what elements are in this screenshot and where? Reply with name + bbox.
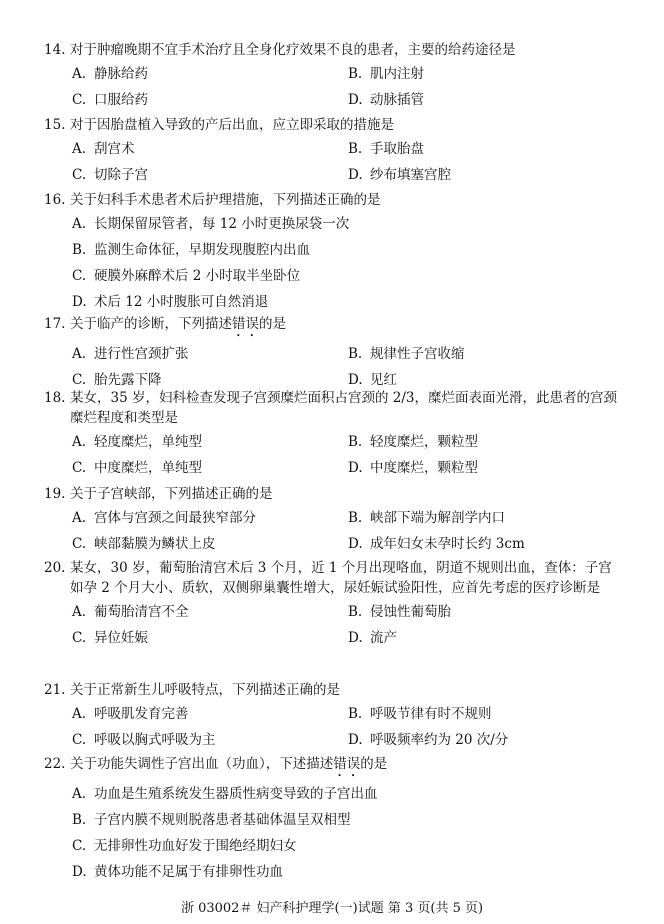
option-d: D. 中度糜烂，颗粒型 xyxy=(348,460,478,476)
option-b: B. 呼吸节律有时不规则 xyxy=(348,706,492,722)
emphasis-text: 错误 xyxy=(333,756,361,772)
option-b: B. 监测生命体征，早期发现腹腔内出血 xyxy=(72,242,310,258)
option-c: C. 切除子宫 xyxy=(72,167,148,183)
option-c: C. 胎先露下降 xyxy=(72,372,162,388)
question-22 xyxy=(44,754,624,882)
option-a: A. 葡萄胎清宫不全 xyxy=(72,604,189,620)
question-17 xyxy=(44,314,624,390)
option-a: A. 轻度糜烂，单纯型 xyxy=(72,434,202,450)
question-stem: 关于妇科手术患者术后护理措施，下列描述正确的是 xyxy=(70,192,381,208)
option-d: D. 纱布填塞宫腔 xyxy=(348,167,451,183)
question-stem: 对于肿瘤晚期不宜手术治疗且全身化疗效果不良的患者，主要的给药途径是 xyxy=(70,42,516,58)
question-stem: 某女，35 岁，妇科检查发现子宫颈糜烂面积占宫颈的 2/3，糜烂面表面光滑，此患者的宫颈糜烂程度和类型是 xyxy=(70,390,617,426)
option-b: B. 子宫内膜不规则脱落患者基础体温呈双相型 xyxy=(72,812,351,828)
option-b: B. 峡部下端为解剖学内口 xyxy=(348,510,505,526)
question-number: 14. xyxy=(44,42,66,58)
option-d: D. 黄体功能不足属于有排卵性功血 xyxy=(72,864,283,880)
emphasis-text: 错误 xyxy=(232,316,259,332)
option-a: A. 呼吸肌发育完善 xyxy=(72,706,189,722)
option-a: A. 进行性宫颈扩张 xyxy=(72,346,189,362)
option-d: D. 流产 xyxy=(348,630,397,646)
option-c: C. 口服给药 xyxy=(72,92,148,108)
question-stem: 某女，30 岁，葡萄胎清宫术后 3 个月，近 1 个月出现咯血，阴道不规则出血，查体：子宫如孕 2 个月大小、质软，双侧卵巢囊性增大，尿妊娠试验阳性，应首先考虑的医疗诊断是 xyxy=(70,560,612,596)
option-d: D. 术后 12 小时腹胀可自然消退 xyxy=(72,294,269,310)
option-a: A. 静脉给药 xyxy=(72,66,148,82)
question-number: 20. xyxy=(44,560,66,576)
option-d: D. 成年妇女未孕时长约 3cm xyxy=(348,536,525,552)
question-stem: 关于子宫峡部，下列描述正确的是 xyxy=(70,486,273,502)
question-number: 18. xyxy=(44,390,66,406)
option-c: C. 异位妊娠 xyxy=(72,630,148,646)
option-c: C. 呼吸以胸式呼吸为主 xyxy=(72,732,216,748)
option-a: A. 长期保留尿管者，每 12 小时更换尿袋一次 xyxy=(72,216,350,232)
option-a: A. 宫体与宫颈之间最狭窄部分 xyxy=(72,510,256,526)
question-20 xyxy=(44,558,624,648)
question-15 xyxy=(44,115,624,185)
question-number: 16. xyxy=(44,192,66,208)
option-b: B. 肌内注射 xyxy=(348,66,424,82)
question-21 xyxy=(44,680,624,750)
question-number: 19. xyxy=(44,486,66,502)
option-b: B. 手取胎盘 xyxy=(348,141,424,157)
option-c: C. 无排卵性功血好发于围绝经期妇女 xyxy=(72,838,297,854)
question-number: 17. xyxy=(44,316,66,332)
option-c: C. 峡部黏膜为鳞状上皮 xyxy=(72,536,216,552)
question-number: 21. xyxy=(44,682,66,698)
question-stem: 关于临产的诊断，下列描述错误的是 xyxy=(70,316,286,332)
option-c: C. 中度糜烂，单纯型 xyxy=(72,460,202,476)
question-number: 22. xyxy=(44,756,66,772)
option-b: B. 侵蚀性葡萄胎 xyxy=(348,604,451,620)
question-14 xyxy=(44,40,624,110)
option-a: A. 刮宫术 xyxy=(72,141,135,157)
option-c: C. 硬膜外麻醉术后 2 小时取半坐卧位 xyxy=(72,268,301,284)
option-b: B. 轻度糜烂，颗粒型 xyxy=(348,434,478,450)
option-a: A. 功血是生殖系统发生器质性病变导致的子宫出血 xyxy=(72,786,378,802)
option-d: D. 动脉插管 xyxy=(348,92,424,108)
option-d: D. 见红 xyxy=(348,372,397,388)
question-stem: 关于功能失调性子宫出血（功血），下述描述错误的是 xyxy=(70,756,388,772)
question-16 xyxy=(44,190,624,312)
option-b: B. 规律性子宫收缩 xyxy=(348,346,465,362)
question-19 xyxy=(44,484,624,554)
question-number: 15. xyxy=(44,117,66,133)
question-18 xyxy=(44,388,624,478)
page-footer: 浙 03002＃ 妇产科护理学(一)试题 第 3 页(共 5 页) xyxy=(180,901,484,916)
question-stem: 对于因胎盘植入导致的产后出血，应立即采取的措施是 xyxy=(70,117,394,133)
option-d: D. 呼吸频率约为 20 次/分 xyxy=(348,732,509,748)
question-stem: 关于正常新生儿呼吸特点，下列描述正确的是 xyxy=(70,682,340,698)
